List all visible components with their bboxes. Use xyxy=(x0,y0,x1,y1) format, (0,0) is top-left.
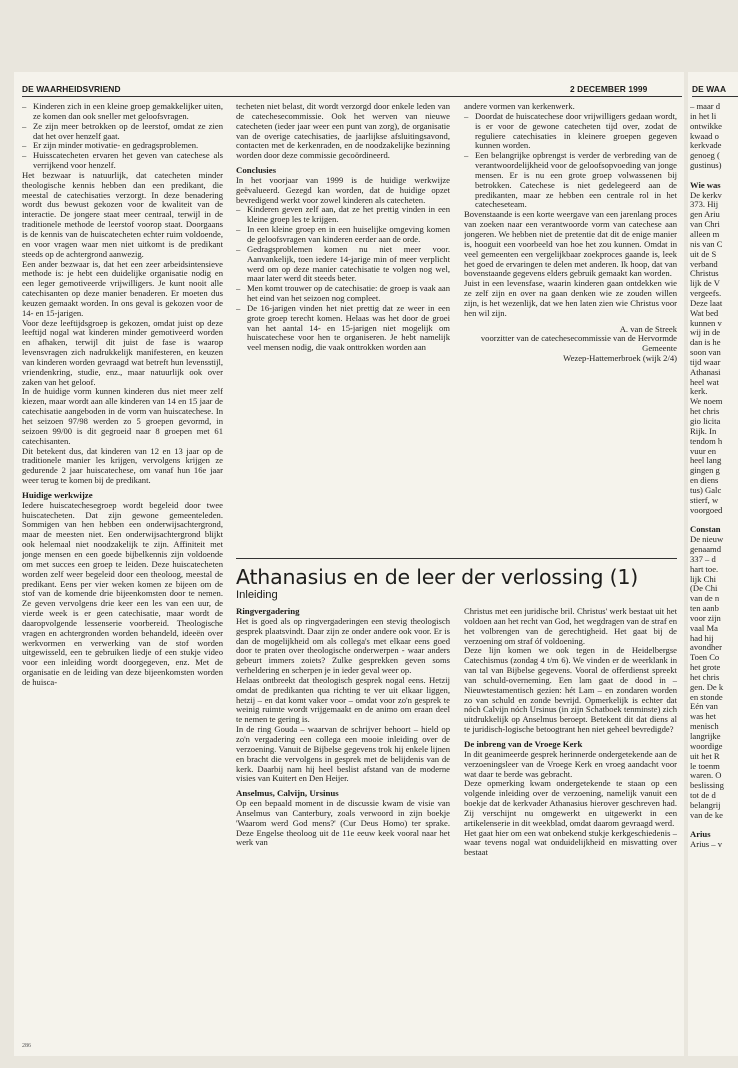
paragraph: Dit betekent dus, dat kinderen van 12 en 13 jaar op de traditionele manier les krijgen, vervolgens krijgen ze gedurende 2 jaar huiscatechese, om vanaf hun 16e jaar weer terug te komen bij de predikant. xyxy=(22,445,223,486)
next-page-fragment: voorgoed xyxy=(690,504,723,515)
next-page-fragment: vaal Ma xyxy=(690,622,718,633)
next-page-fragment: Athanasi xyxy=(690,366,721,377)
next-page-fragment: Constan xyxy=(690,524,721,535)
next-page-fragment: De nieuw xyxy=(690,534,724,545)
next-page-fragment: nis van C xyxy=(690,238,723,249)
list-item: – Huisscatecheten ervaren het geven van catechese als verrijkend voor henzelf. xyxy=(22,151,223,171)
next-page-fragment: ontwikke xyxy=(690,120,722,131)
issue-date: 2 DECEMBER 1999 xyxy=(570,84,648,94)
next-page-fragment: dan is he xyxy=(690,337,721,348)
next-page-fragment: Arius – v xyxy=(690,839,722,850)
next-page-fragment: voor zijn xyxy=(690,612,721,623)
next-page-fragment: vergeefs. xyxy=(690,288,722,299)
paragraph: Helaas ontbreekt dat theologisch gesprek nogal eens. Hetzij omdat de predikanten qua richting te ver uit elkaar liggen, hetzij – en dat komt vaker voor – omdat voor zo'n gesprek te weinig ruimte wordt vrijgemaakt en de animo om eraan deel te nemen te gering is. xyxy=(236,674,450,725)
benefits-list xyxy=(22,102,223,171)
next-page-fragment: ten aanb xyxy=(690,603,719,614)
paragraph: Het is goed als op ringvergaderingen een stevig theologisch gesprek plaatsvindt. Daar zijn ze onder andere ook voor. Er is dan de mogelijkheid om als collega's met elkaar eens goed door te praten over theologische onderwerpen - waar anders gebeurt immers zoiets? Zulke gesprekken geven soms verheldering en scherpen je in ieder geval weer op. xyxy=(236,615,450,676)
next-page-fragment: woordige xyxy=(690,740,723,751)
article-divider xyxy=(236,558,677,559)
conclusions-list xyxy=(236,205,450,353)
next-page-fragment: en diens xyxy=(690,475,719,486)
article2-column-1 xyxy=(236,607,450,1042)
paragraph: In het voorjaar van 1999 is de huidige werkwijze geëvalueerd. Gezegd kan worden, dat de huidige opzet bevredigend werkt voor zowel kinderen als catecheten. xyxy=(236,174,450,205)
next-page-fragment: hart toe. xyxy=(690,563,719,574)
next-page-fragment: le toenm xyxy=(690,760,720,771)
next-page-fragment: Toen Co xyxy=(690,652,720,663)
list-item: – Men komt trouwer op de catechisatie: de groep is vaak aan het eind van het seizoen nog compleet. xyxy=(236,284,450,304)
next-page-fragment: Arius xyxy=(690,829,711,840)
next-page-fragment: gio licita xyxy=(690,416,721,426)
next-page-column xyxy=(690,102,738,1052)
next-page-fragment: avondher xyxy=(690,642,722,653)
paragraph: Bovenstaande is een korte weergave van een jarenlang proces van zoeken naar een verantwoorde vorm van catechese aan jongeren. We hebben niet de pretentie dat dit de enige manier is, hooguit een voorbeeld van hoe het zou kunnen. Omdat in veel gemeenten een vergelijkbaar zoekproces gaande is, leek het goed de ervaringen te delen met anderen. Ik hoop, dat van bovenstaande gegevens elders gebruik gemaakt kan worden. xyxy=(464,209,677,279)
next-page-fragment: Wat bed xyxy=(690,307,719,318)
list-item: – Een belangrijke opbrengst is verder de verbreding van de verantwoordelijkheid voor de geloofsopvoeding van jonge mensen. Er is nu een grote groep volwassenen bij betrokken. Catechese is niet gedelegeerd aan de predikanten, maar ze hebben een centrale rol in het catecheseteam. xyxy=(464,151,677,210)
paper-name: DE WAARHEIDSVRIEND xyxy=(22,84,121,94)
next-header-rule xyxy=(692,96,738,97)
section-heading: Conclusies xyxy=(236,165,277,176)
next-page-fragment: uit de S xyxy=(690,248,717,259)
paragraph: In de huidige vorm kunnen kinderen dus niet meer zelf kiezen, maar wordt aan alle kinderen van 14 en 15 jaar de catechisatie aangeboden in de vorm van huiscatechese. In het seizoen 97/98 werden zo 5 groepen gevormd, in seizoen 99/00 is dit gegroeid naar 8 groepen met 61 catechisanten. xyxy=(22,386,223,446)
next-page-fragment: gustinus) xyxy=(690,160,722,171)
paragraph: Een ander bezwaar is, dat het een zeer arbeidsintensieve methode is: je hebt een duidelijke organisatie nodig en een leger gemotiveerde vrijwilligers. Je kunt nooit alle catechisanten op deze manier benaderen. Er moeten dus keuzen gemaakt worden. In ons geval is gekozen voor de 14- en 15-jarigen. xyxy=(22,258,223,318)
next-page-fragment: het chris xyxy=(690,671,720,682)
next-page-fragment: lijk Chi xyxy=(690,573,717,584)
header-rule xyxy=(22,96,682,97)
next-page-fragment: genoeg ( xyxy=(690,150,720,161)
next-page-fragment: tijd waar xyxy=(690,356,721,367)
next-page-fragment: De kerkv xyxy=(690,189,722,200)
next-page-fragment: alleen m xyxy=(690,228,720,239)
list-item: – Er zijn minder motivatie- en gedragsproblemen. xyxy=(22,141,223,151)
next-page-fragment: kerkvade xyxy=(690,140,722,151)
article2-column-2 xyxy=(464,607,677,1042)
next-page-fragment: heel lang xyxy=(690,455,722,466)
author-role: voorzitter van de catechesecommissie van de Hervormde Gemeente xyxy=(480,333,677,354)
next-page-fragment: menisch xyxy=(690,721,719,732)
next-page-fragment: het grote xyxy=(690,662,721,673)
next-page-fragment: en stonde xyxy=(690,691,723,702)
next-page-fragment: Christus xyxy=(690,268,719,279)
next-page-fragment: van de n xyxy=(690,593,720,604)
paragraph: Het bezwaar is natuurlijk, dat catecheten minder theologische kennis hebben dan een predikant, die meestal de catechisaties verzorgt. In deze benadering wordt dus bewust gekozen voor de kwaliteit van de interactie. De jongere staat meer centraal, terwijl in de traditionele methode de leerstof voorop staat. Doorgaans is de kennis van de huiscatecheten echter ruim voldoende, en voor vragen waar men niet uitkomt is de predikant steeds op de achtergrond aanwezig. xyxy=(22,169,223,259)
article-subtitle: Inleiding xyxy=(236,589,278,601)
section-heading: Anselmus, Calvijn, Ursinus xyxy=(236,788,339,799)
next-page-fragment: tot de d xyxy=(690,790,716,801)
next-page-fragment: het chris xyxy=(690,406,720,417)
list-item: – De 16-jarigen vinden het niet prettig dat ze weer in een grote groep terecht komen. Helaas was het door de groei van het aantal 14- en 15-jarigen niet mogelijk om huiscatechese voor hen te organiseren. Je hebt namelijk veel mensen nodig, die vaak onttrokken worden aan xyxy=(236,304,450,353)
next-page-fragment: had hij xyxy=(690,632,714,643)
next-page-fragment: 337 – d xyxy=(690,553,716,564)
next-page-fragment: kwaad o xyxy=(690,130,719,141)
next-page-fragment: in het li xyxy=(690,110,717,121)
next-page-fragment: waren. O xyxy=(690,770,722,781)
next-page-fragment: (De Chi xyxy=(690,583,718,594)
next-page-fragment: wij in de xyxy=(690,327,721,338)
next-page-fragment: lijk de V xyxy=(690,278,720,289)
outcomes-list xyxy=(464,112,677,210)
next-page-fragment: kunnen v xyxy=(690,317,722,328)
next-page-fragment: Wie was xyxy=(690,179,721,190)
next-page-fragment: stierf, w xyxy=(690,494,719,505)
paragraph: Juist in een levensfase, waarin kinderen gaan ontdekken wie ze zelf zijn en over na gaan denken wie ze zouden willen zijn, is het wezenlijk, dat we hen laten zien wie Christus voor hen wil zijn. xyxy=(464,278,677,318)
next-page-fragment: Eén van xyxy=(690,701,718,712)
next-page-fragment: Deze laat xyxy=(690,297,723,308)
paragraph: Op een bepaald moment in de discussie kwam de visie van Anselmus van Canterbury, zoals verwoord in zijn boekje 'Waarom werd God mens?' (Cur Deus Homo) ter sprake. Deze Engelse theoloog uit de 11e eeuw keek vooral naar het werk van xyxy=(236,798,450,848)
paragraph: Iedere huiscatechesegroep wordt begeleid door twee huiscatecheten. Dat zijn gewone gemeenteleden. Sommigen van hen hebben een onderwijsachtergrond, maar de meesten niet. Een onderwijsachtergrond blijkt ook helemaal niet noodzakelijk te zijn. Affiniteit met jonge mensen en een goede bijbelkennis zijn voldoende om met succes een groep te leiden. Deze huiscatecheten worden zelf weer begeleid door een theoloog, meestal de predikant. Eens per vier weken komen ze bijeen om de stof van de komende drie bijeenkomsten door te nemen. Ze geven vervolgens drie keer een les van een uur, de vierde week is er geen catechisatie, maar wordt de daaropvolgende lessenserie voorbereid. Theologische vragen en achtergronden worden behandeld, ideeën over werkvormen en verwerking van de stof worden uitgewisseld, een te gebruiken liedje of een stukje video voor een inleiding wordt doorgegeven, enz. Met de organisatie en de leiding van deze bijeenkomsten worden de huisca- xyxy=(22,499,223,687)
list-item: – Doordat de huiscatechese door vrijwilligers gedaan wordt, is er voor de gewone catecheten tijd over, zodat de reguliere catechisaties in kleinere groepen gegeven kunnen worden. xyxy=(464,112,677,151)
next-page-fragment: – maar d xyxy=(690,102,721,111)
next-page-header: DE WAA xyxy=(692,84,727,94)
paragraph: andere vormen van kerkenwerk. xyxy=(464,102,575,111)
list-item: – Kinderen geven zelf aan, dat ze het prettig vinden in een kleine groep les te krijgen. xyxy=(236,205,450,225)
next-page-fragment: kerk. xyxy=(690,386,708,397)
column-3 xyxy=(464,102,677,557)
paragraph: Het gaat hier om een wat onbekend stukje kerkgeschiedenis – waar tevens nogal wat onduidelijkheid en misvatting over bestaat xyxy=(464,827,677,858)
next-page-fragment: van Chri xyxy=(690,219,720,230)
next-page-fragment: gen Ariu xyxy=(690,209,720,220)
list-item: – In een kleine groep en in een huiselijke omgeving komen de geloofsvragen van kinderen eerder aan de orde. xyxy=(236,225,450,245)
column-2 xyxy=(236,102,450,557)
page-number: 286 xyxy=(22,1043,31,1049)
section-heading: Ringvergadering xyxy=(236,607,300,616)
list-item: – Gedragsproblemen komen nu niet meer voor. Aanvankelijk, toen iedere 14-jarige min of meer verplicht werd om op deze manier catechisatie te volgen nog wel, maar later werd dit steeds beter. xyxy=(236,245,450,284)
next-page-fragment: heel wat xyxy=(690,376,719,387)
next-page-fragment: We noem xyxy=(690,396,723,407)
paragraph: Deze lijn komen we ook tegen in de Heidelbergse Catechismus (zondag 4 t/m 6). We vinden er de weerklank in van tal van Bijbelse gegevens. Vooral de offerdienst spreekt van schuld-overneming. Een lam gaat de dood in – Nieuwtestamentisch gezien: hét Lam – en zondaren worden zo van schuld en zonde bevrijd. Opmerkelijk is echter dat nóch Calvijn nóch Ursinus (in zijn Schatboek tenminste) zich uitdrukkelijk op Anselmus beroept. Betekent dit dat diens al te juridisch-logische betoogtrant hen niet geheel bevredigde? xyxy=(464,645,677,735)
column-1 xyxy=(22,102,223,1042)
paragraph: Voor deze leeftijdsgroep is gekozen, omdat juist op deze leeftijd nogal wat kinderen minder gemotiveerd worden en afhaken, terwijl dit juist de fase is waarop levensvragen zich nadrukkelijk manifesteren, en keuzen van kinderen worden gevraagd wat betreft hun levensstijl, vriendenkring, studie, enz., maar natuurlijk ook over zaken van het geloof. xyxy=(22,317,223,387)
next-page-fragment: verband xyxy=(690,258,718,269)
next-page-fragment: tendom h xyxy=(690,435,723,446)
next-page-fragment: gingen g xyxy=(690,465,720,476)
list-item: – Kinderen zich in een kleine groep gemakkelijker uiten, ze komen dan ook sneller met geloofsvragen. xyxy=(22,102,223,122)
list-item: – Ze zijn meer betrokken op de leerstof, omdat ze zien dat het over henzelf gaat. xyxy=(22,122,223,142)
next-page-fragment: Rijk. In xyxy=(690,425,717,436)
next-page-fragment: genaamd xyxy=(690,543,722,554)
paragraph: Deze opmerking kwam ondergetekende te staan op een volgende inleiding over de verzoening, namelijk vanuit een boekje dat de kerkvader Athanasius hierover geschreven had. Zij verschijnt nu omgewerkt en uitgewerkt in een artikelenserie in dit weekblad, omdat daarom gevraagd werd. xyxy=(464,778,677,828)
paragraph: In de ring Gouda – waarvan de schrijver behoort – hield op zo'n vergadering een collega een mooie inleiding over de verzoening. Vanuit de Bijbelse gegevens trok hij enkele lijnen en bracht die vervolgens in gesprek met de belijdenis van de kerk. Daarbij nam hij heel beslist afstand van de moderne visies van Kuitert en Den Heijer. xyxy=(236,724,450,784)
next-page-fragment: vuur en xyxy=(690,445,717,456)
next-page-fragment: gen. De k xyxy=(690,681,724,692)
author-name: A. van de Streek xyxy=(619,323,677,334)
next-page-fragment: tus) Galc xyxy=(690,484,722,495)
paragraph: In dit geanimeerde gesprek herinnerde ondergetekende aan de verzoeningsleer van de Vroege Kerk en vroeg aandacht voor wat daar te berde was gebracht. xyxy=(464,748,677,779)
next-page-fragment: soon van xyxy=(690,347,721,358)
next-page-fragment: van de ke xyxy=(690,809,723,820)
paragraph: techeten niet belast, dit wordt verzorgd door enkele leden van de catechesecommissie. Ook het werven van nieuwe catecheten (ieder jaar weer een punt van zorg), de organisatie van de overige catechisaties, de jaarlijkse afsluitingsavond, contacten met de kerkenraden, en de noodzakelijke bezinning worden door deze commissie gecoördineerd. xyxy=(236,102,450,161)
next-page-fragment: langrijke xyxy=(690,731,721,741)
next-page-fragment: belangrij xyxy=(690,799,721,810)
section-heading: Huidige werkwijze xyxy=(22,489,93,500)
article-title: Athanasius en de leer der verlossing (1) xyxy=(236,565,639,589)
next-page-fragment: beslissing xyxy=(690,780,724,791)
next-page-fragment: was het xyxy=(690,711,717,722)
next-page-fragment: uit het R xyxy=(690,750,720,761)
next-page-fragment: 373. Hij xyxy=(690,199,719,210)
author-location: Wezep-Hattemerbroek (wijk 2/4) xyxy=(563,353,677,364)
paragraph: Christus met een juridische bril. Christus' werk bestaat uit het voldoen aan het recht van God, het wegdragen van de straf en het volbrengen van de gerechtigheid. Het gaat bij de verzoening om straf óf voldoening. xyxy=(464,607,677,646)
section-heading: De inbreng van de Vroege Kerk xyxy=(464,738,583,749)
